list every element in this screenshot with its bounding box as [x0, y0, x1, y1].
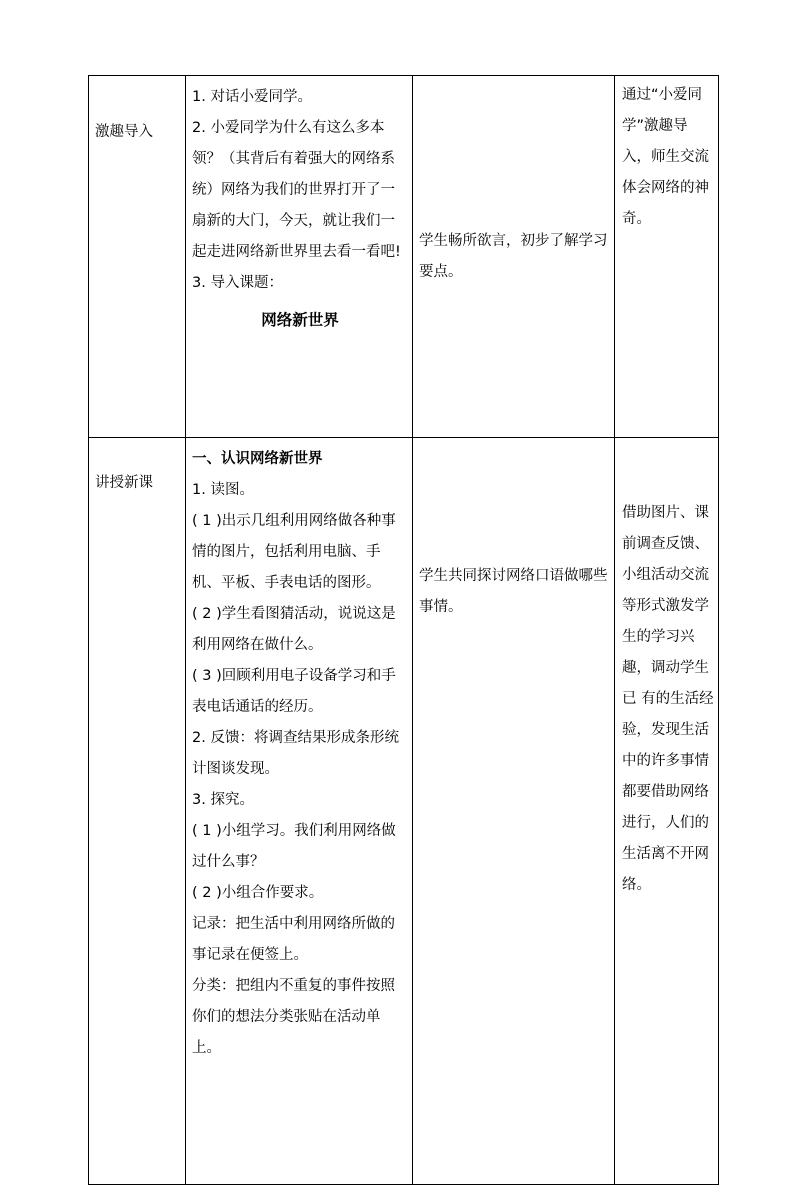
teacher-activity-cell [186, 76, 413, 438]
lesson-plan-table [88, 75, 719, 1185]
table-row-new-lesson [89, 438, 719, 1185]
design-intent-text: 通过“小爱同学”激趣导入，师生交流体会网络的神奇。 [622, 87, 709, 227]
student-activity-cell [413, 438, 615, 1185]
lesson-topic-title: 网络新世界 [261, 311, 339, 329]
step-text: 2. 反馈：将调查结果形成条形统计图谈发现。 [192, 730, 399, 777]
student-activity-cell [413, 76, 615, 438]
stage-label: 讲授新课 [95, 475, 153, 491]
step-text: 3. 探究。 [192, 792, 254, 808]
step-text: ( 2 )小组合作要求。 [192, 885, 324, 901]
teacher-activity-cell [186, 438, 413, 1185]
design-intent-cell [615, 76, 719, 438]
step-text: ( 1 )出示几组利用网络做各种事情的图片，包括利用电脑、手机、平板、手表电话的图形。 [192, 513, 396, 591]
step-text: 1. 对话小爱同学。 [192, 89, 312, 105]
step-text: 2. 小爱同学为什么有这么多本领？（其背后有着强大的网络系统）网络为我们的世界打开了一扇新的大门，今天，就让我们一起走进网络新世界里去看一看吧! [192, 120, 401, 260]
step-text: ( 3 )回顾利用电子设备学习和手表电话通话的经历。 [192, 668, 396, 715]
stage-cell [89, 76, 186, 438]
design-intent-text: 借助图片、课前调查反馈、小组活动交流等形式激发学生的学习兴趣，调动学生已 有的生活经验，发现生活中的许多事情都要借助网络进行，人们的生活离不开网络。 [622, 505, 714, 893]
step-text: ( 2 )学生看图猜活动，说说这是利用网络在做什么。 [192, 606, 396, 653]
step-text: 记录：把生活中利用网络所做的事记录在便签上。 [192, 916, 395, 963]
step-text: ( 1 )小组学习。我们利用网络做过什么事？ [192, 823, 396, 870]
stage-label: 激趣导入 [95, 124, 153, 140]
design-intent-cell [615, 438, 719, 1185]
stage-cell [89, 438, 186, 1185]
section-title: 一、认识网络新世界 [192, 451, 323, 467]
student-activity-text: 学生共同探讨网络口语做哪些事情。 [419, 568, 608, 615]
table-row-intro [89, 76, 719, 438]
step-text: 分类：把组内不重复的事件按照你们的想法分类张贴在活动单上。 [192, 978, 395, 1056]
step-text: 3. 导入课题： [192, 275, 283, 291]
step-text: 1. 读图。 [192, 482, 254, 498]
student-activity-text: 学生畅所欲言，初步了解学习要点。 [419, 232, 608, 280]
